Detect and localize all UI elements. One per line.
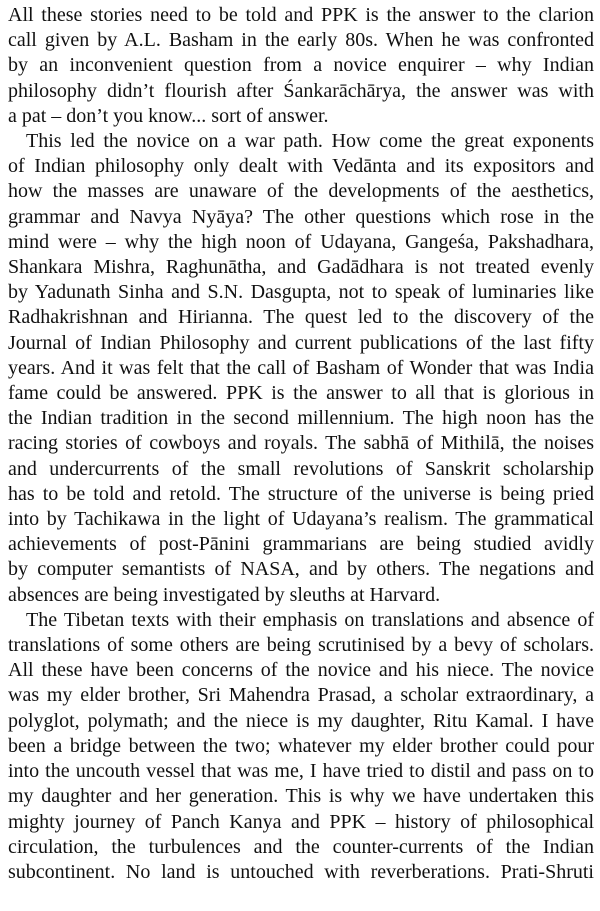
book-page-text — [8, 3, 594, 885]
text-line: Radhakrishnan and Hirianna. The quest led to the discovery of the — [8, 306, 594, 329]
text-line: how the masses are unaware of the developments of the aesthetics, — [8, 180, 594, 203]
text-line: been a bridge between the two; whatever my elder brother could pour — [8, 734, 594, 757]
text-line: of Indian philosophy only dealt with Vedānta and its expositors and — [8, 155, 594, 178]
text-line: by computer semantists of NASA, and by others. The negations and — [8, 558, 594, 581]
text-line: circulation, the turbulences and the counter-currents of the Indian — [8, 835, 594, 858]
text-line: my daughter and her generation. This is why we have undertaken this — [8, 785, 594, 808]
text-line: by Yadunath Sinha and S.N. Dasgupta, not to speak of luminaries like — [8, 281, 594, 304]
text-line: translations of some others are being scrutinised by a bevy of scholars. — [8, 634, 594, 657]
text-line: This led the novice on a war path. How come the great exponents — [26, 130, 594, 153]
text-line: into the uncouth vessel that was me, I have tried to distil and pass on to — [8, 760, 594, 783]
text-line: philosophy didn’t flourish after Śankarāchārya, the answer was with — [8, 79, 594, 102]
text-line: All these have been concerns of the novice and his niece. The novice — [8, 659, 594, 682]
text-line: the Indian tradition in the second millennium. The high noon has the — [8, 407, 594, 430]
text-line: by an inconvenient question from a novice enquirer – why Indian — [8, 54, 594, 77]
text-line: Journal of Indian Philosophy and current publications of the last fifty — [8, 331, 594, 354]
text-line: mind were – why the high noon of Udayana, Gangeśa, Pakshadhara, — [8, 230, 594, 253]
text-line: fame could be answered. PPK is the answer to all that is glorious in — [8, 382, 594, 405]
paragraph-2 — [8, 129, 594, 608]
text-line: was my elder brother, Sri Mahendra Prasad, a scholar extraordinary, a — [8, 684, 594, 707]
paragraph-1 — [8, 3, 594, 129]
text-line: polyglot, polymath; and the niece is my daughter, Ritu Kamal. I have — [8, 709, 594, 732]
paragraph-3 — [8, 608, 594, 885]
text-line: racing stories of cowboys and royals. The sabhā of Mithilā, the noises — [8, 432, 594, 455]
text-line: call given by A.L. Basham in the early 80s. When he was confronted — [8, 29, 594, 52]
text-line: has to be told and retold. The structure of the universe is being pried — [8, 482, 594, 505]
text-line: subcontinent. No land is untouched with reverberations. Prati-Shruti — [8, 860, 594, 883]
text-line: All these stories need to be told and PPK is the answer to the clarion — [8, 4, 594, 26]
text-line: and undercurrents of the small revolutions of Sanskrit scholarship — [8, 457, 594, 480]
text-line: into by Tachikawa in the light of Udayana’s realism. The grammatical — [8, 508, 594, 531]
text-line: achievements of post-Pānini grammarians are being studied avidly — [8, 533, 594, 556]
text-line: Shankara Mishra, Raghunātha, and Gadādhara is not treated evenly — [8, 256, 594, 279]
text-line: grammar and Navya Nyāya? The other questions which rose in the — [8, 205, 594, 228]
text-line: years. And it was felt that the call of Basham of Wonder that was India — [8, 356, 594, 379]
text-line: absences are being investigated by sleuths at Harvard. — [8, 583, 441, 606]
text-line: a pat – don’t you know... sort of answer. — [8, 104, 329, 127]
text-line: mighty journey of Panch Kanya and PPK – history of philosophical — [8, 810, 594, 833]
text-line: The Tibetan texts with their emphasis on translations and absence of — [26, 608, 594, 631]
